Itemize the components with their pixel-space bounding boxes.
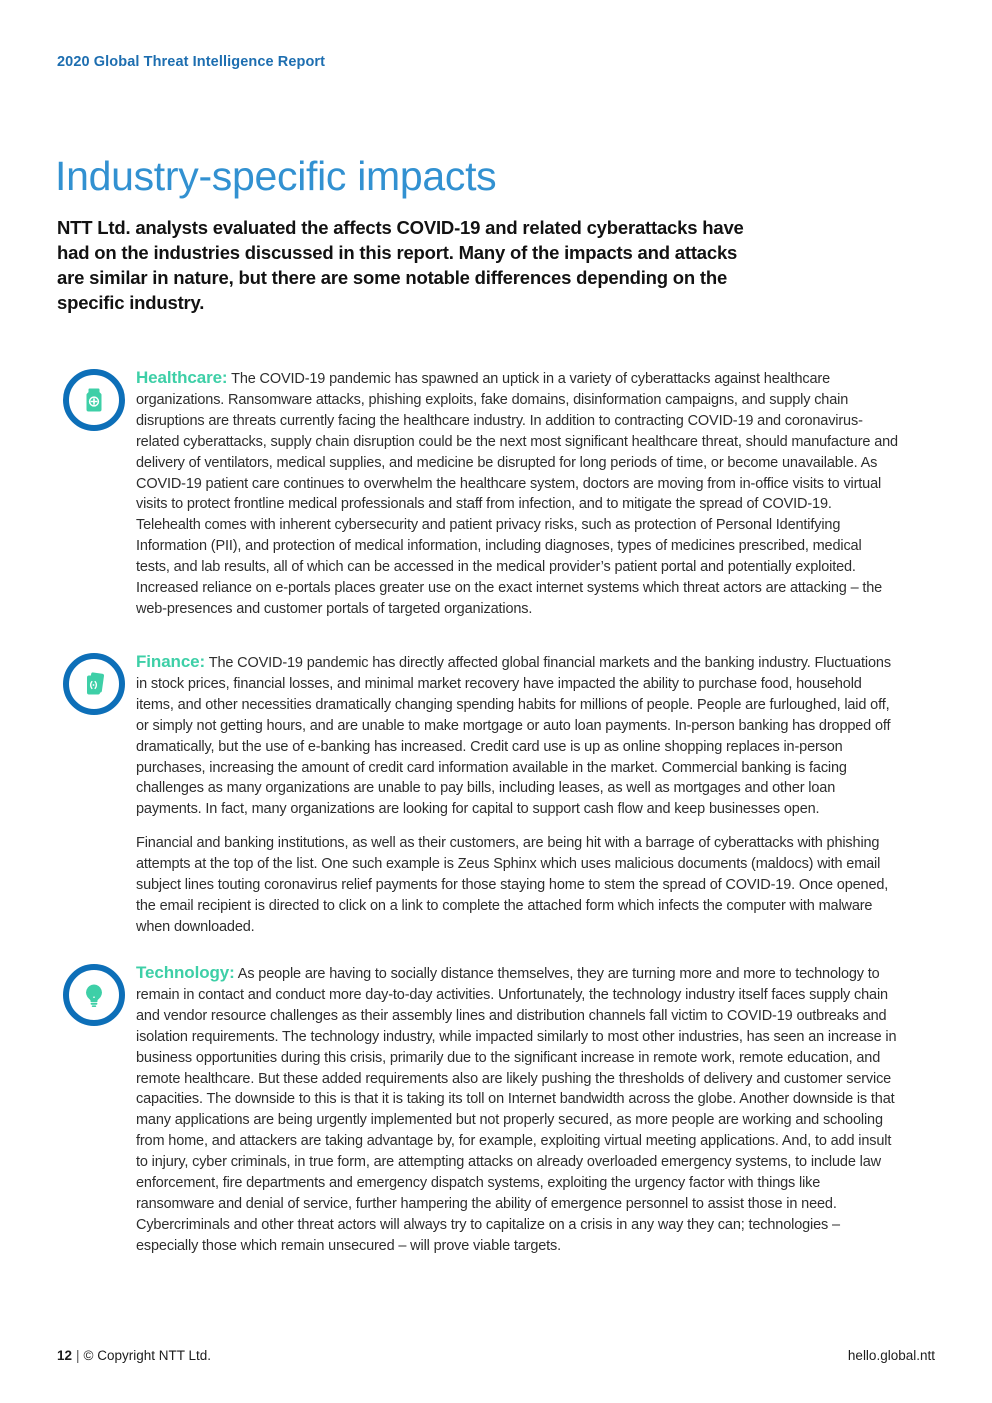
technology-icon-ring bbox=[63, 964, 125, 1026]
healthcare-label: Healthcare: bbox=[136, 368, 228, 387]
technology-paragraph bbox=[136, 963, 898, 1257]
finance-icon-ring bbox=[63, 653, 125, 715]
finance-paragraph-1 bbox=[136, 652, 898, 820]
section-finance bbox=[63, 652, 898, 938]
report-header: 2020 Global Threat Intelligence Report bbox=[57, 54, 326, 70]
technology-body-text: As people are having to socially distance themselves, they are turning more and more to technology to remain in contact and conduct more day-to-day activities. Unfortunately, the technology industry itself faces supply chain and vendor resource challenges as their assembly lines and distribution channels fall victim to COVID-19 outbreaks and isolation requirements. The technology industry, while impacted similarly to most other industries, has seen an increase in business opportunities during this crisis, primarily due to the significant increase in remote work, remote education, and remote healthcare. But these added requirements also are likely pushing the thresholds of delivery and customer service capacities. The downside to this is that it is taking its toll on Internet bandwidth across the globe. Another downside is that many applications are being urgently implemented but not properly secured, as more people are working and schooling from home, and attackers are taking advantage by, for example, exploiting virtual meeting applications. And, to add insult to injury, cyber criminals, in true form, are attempting attacks on already overloaded emergency systems, to include law enforcement, fire departments and emergency dispatch systems, exploiting the urgency factor with things like ransomware and denial of service, further hampering the ability of emergence personnel to assist those in need. Cybercriminals and other threat actors will always try to capitalize on a crisis in any way they can; technologies – especially those which remain unsecured – will prove viable targets. bbox=[136, 966, 897, 1254]
finance-body-text-1: The COVID-19 pandemic has directly affected global financial markets and the banking industry. Fluctuations in stock prices, financial losses, and minimal market recovery have impacted the ability to purchase food, household items, and other necessities dramatically changing spending habits for millions of people. People are furloughed, laid off, or simply not getting hours, and are unable to make mortgage or auto loan payments. In-person banking has dropped off dramatically, but the use of e-banking has increased. Credit card use is up as online shopping replaces in-person purchases, increasing the amount of credit card information available in the market. Commercial banking is facing challenges as many organizations are unable to pay bills, including leases, as well as mortgages and other loan payments. In fact, many organizations are looking for capital to support cash flow and keep businesses open. bbox=[136, 655, 891, 818]
finance-label: Finance: bbox=[136, 652, 206, 671]
healthcare-icon-ring bbox=[63, 369, 125, 431]
lightbulb-icon bbox=[78, 979, 110, 1011]
healthcare-paragraph bbox=[136, 368, 898, 620]
page-title: Industry-specific impacts bbox=[55, 153, 497, 199]
copyright-text: © Copyright NTT Ltd. bbox=[83, 1348, 212, 1363]
page-number: 12 bbox=[57, 1348, 73, 1363]
finance-text-block bbox=[136, 652, 898, 938]
healthcare-text-block bbox=[136, 368, 898, 620]
section-technology bbox=[63, 963, 898, 1257]
footer-separator: | bbox=[76, 1348, 80, 1363]
banknote-icon bbox=[78, 668, 110, 700]
technology-label: Technology: bbox=[136, 963, 235, 982]
finance-paragraph-2 bbox=[136, 833, 898, 938]
medicine-bottle-icon bbox=[78, 384, 110, 416]
footer-left bbox=[57, 1348, 211, 1363]
technology-text-block bbox=[136, 963, 898, 1257]
finance-body-text-2: Financial and banking institutions, as well as their customers, are being hit with a barrage of cyberattacks with phishing attempts at the top of the list. One such example is Zeus Sphinx which uses malicious documents (maldocs) with email subject lines touting coronavirus relief payments for those staying home to stem the spread of COVID-19. Once opened, the email recipient is directed to click on a link to complete the attached form which infects the computer with malware when downloaded. bbox=[136, 835, 889, 935]
intro-paragraph: NTT Ltd. analysts evaluated the affects COVID-19 and related cyberattacks have had on the industries discussed in this report. Many of the impacts and attacks are similar in nature, but there are some notable differences depending on the specific industry. bbox=[57, 217, 744, 313]
healthcare-body-text: The COVID-19 pandemic has spawned an uptick in a variety of cyberattacks against healthcare organizations. Ransomware attacks, phishing exploits, fake domains, disinformation campaigns, and supply chain disruptions are threats currently facing the healthcare industry. In addition to contracting COVID-19 and coronavirus-related cyberattacks, supply chain disruption could be the next most significant healthcare threat, should manufacture and delivery of ventilators, medical supplies, and medicine be disrupted for long periods of time, or become unavailable. As COVID-19 patient care continues to overwhelm the healthcare system, doctors are moving from in-office visits to virtual visits to protect frontline medical professionals and staff from infection, and to mitigate the spread of COVID-19. Telehealth comes with inherent cybersecurity and patient privacy risks, such as protection of Personal Identifying Information (PII), and protection of medical information, including diagnoses, types of medicines prescribed, medical tests, and lab results, all of which can be accessed in the medical provider’s patient portal and potentially exploited. Increased reliance on e-portals places greater use on the exact internet systems which threat actors are attacking – the web-presences and customer portals of targeted organizations. bbox=[136, 371, 898, 617]
website-text: hello.global.ntt bbox=[847, 1348, 935, 1363]
section-healthcare bbox=[63, 368, 898, 620]
